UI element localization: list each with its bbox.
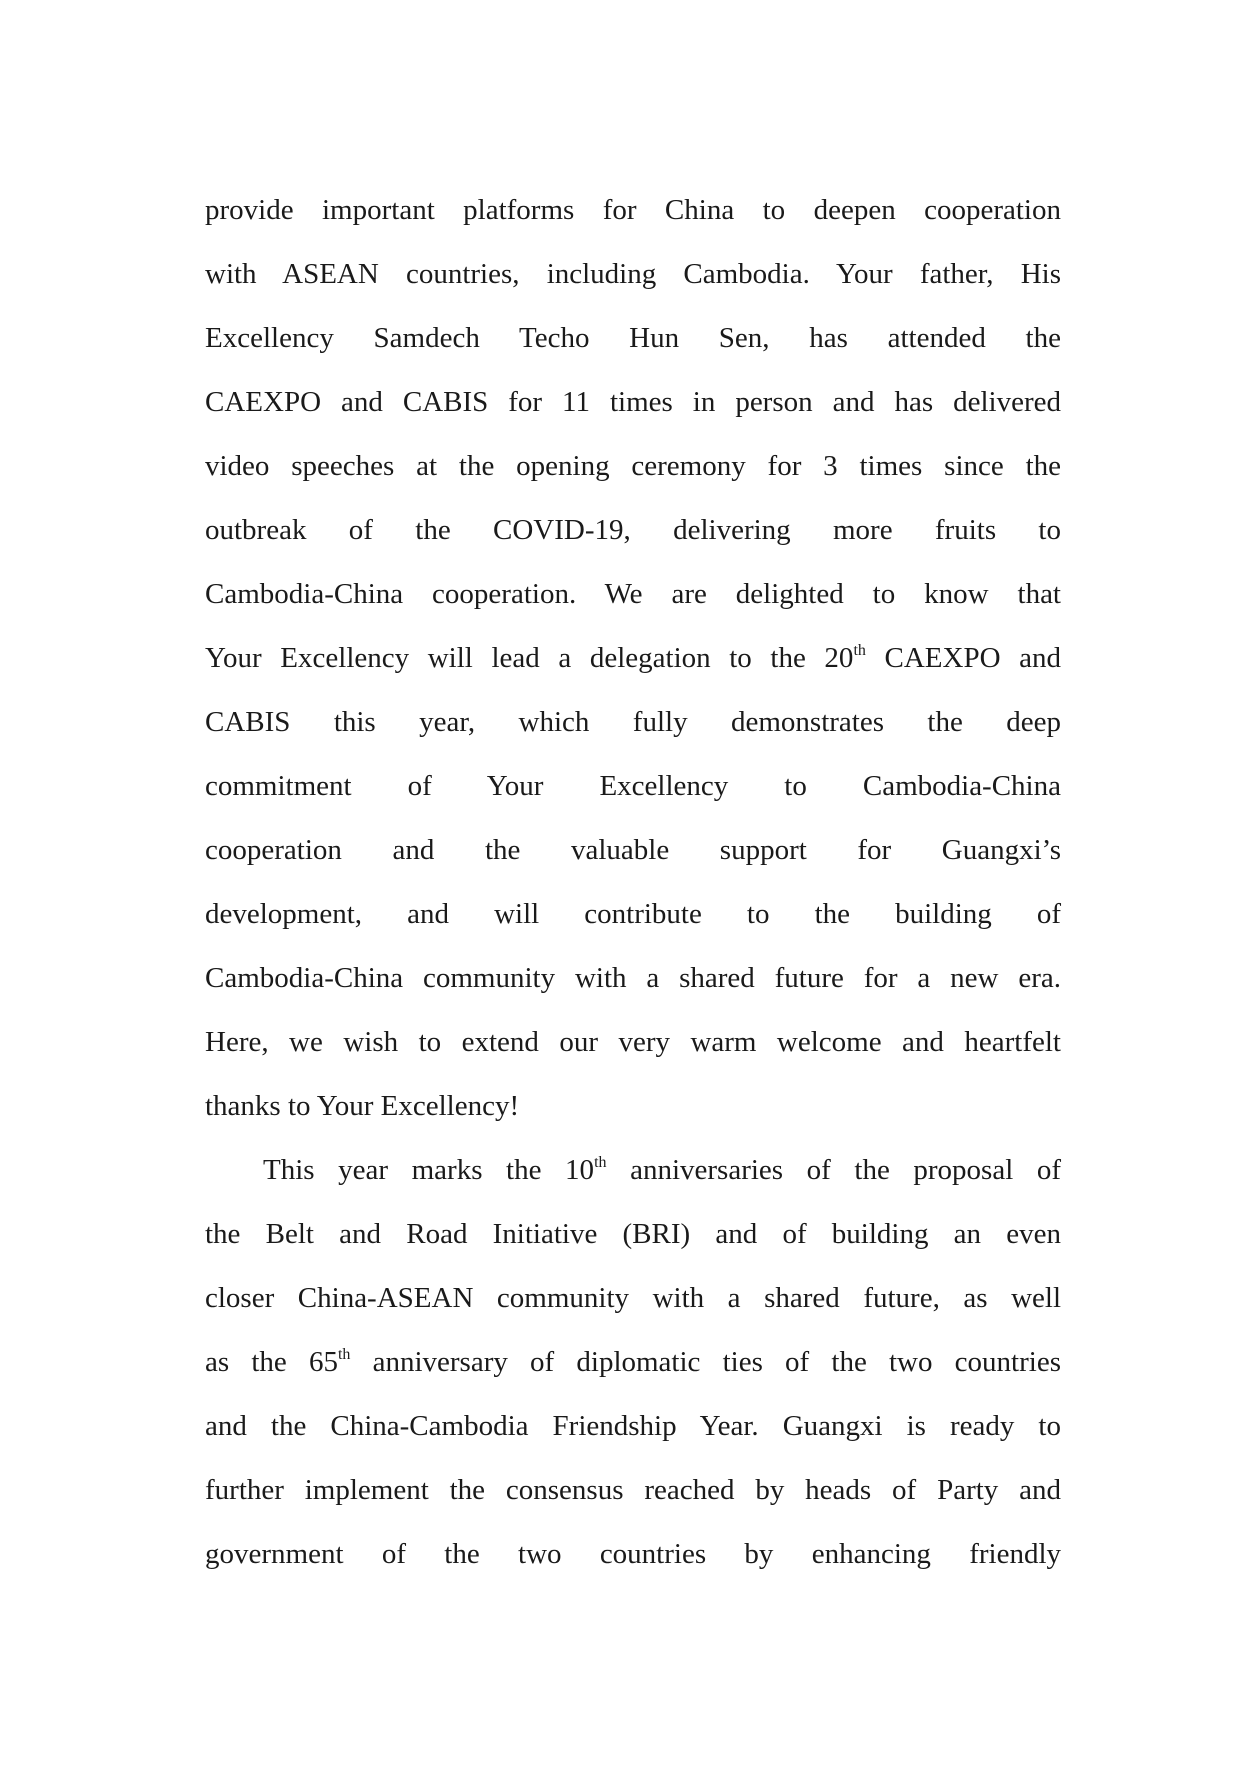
text-fragment: CAEXPO and [865,642,1061,674]
text-line: CAEXPO and CABIS for 11 times in person and has delivered [205,386,1061,418]
ordinal-suffix: th [337,1346,351,1363]
text-line: the Belt and Road Initiative (BRI) and of building an even [205,1218,1061,1250]
text-line: video speeches at the opening ceremony for 3 times since the [205,450,1061,482]
text-line: closer China-ASEAN community with a shared future, as well [205,1282,1061,1314]
text-fragment: Your Excellency will lead a delegation to the 20 [205,642,854,674]
text-line: further implement the consensus reached by heads of Party and [205,1474,1061,1506]
text-line: with ASEAN countries, including Cambodia. Your father, His [205,258,1061,290]
ordinal-suffix: th [853,642,866,659]
text-fragment: anniversaries of the proposal of [606,1154,1061,1186]
text-line: CABIS this year, which fully demonstrates the deep [205,706,1061,738]
text-line: provide important platforms for China to deepen cooperation [205,194,1061,226]
text-fragment: This year marks the 10 [263,1154,595,1186]
text-line: development, and will contribute to the building of [205,898,1061,930]
text-line [205,1138,1061,1202]
text-line: Cambodia-China community with a shared future for a new era. [205,962,1061,994]
text-line: commitment of Your Excellency to Cambodia-China [205,770,1061,802]
text-fragment: as the 65 [205,1346,338,1378]
text-line: thanks to Your Excellency! [205,1090,520,1122]
text-line: Here, we wish to extend our very warm welcome and heartfelt [205,1026,1061,1058]
text-line: Cambodia-China cooperation. We are delighted to know that [205,578,1061,610]
ordinal-suffix: th [594,1154,607,1171]
text-line: government of the two countries by enhancing friendly [205,1538,1061,1570]
text-line: cooperation and the valuable support for Guangxi’s [205,834,1061,866]
text-line [205,1330,1061,1394]
text-line: outbreak of the COVID-19, delivering more fruits to [205,514,1061,546]
text-line [205,626,1061,690]
text-line: and the China-Cambodia Friendship Year. Guangxi is ready to [205,1410,1061,1442]
text-fragment: anniversary of diplomatic ties of the two countries [350,1346,1061,1378]
body-text [205,178,1061,1586]
text-line: Excellency Samdech Techo Hun Sen, has attended the [205,322,1061,354]
